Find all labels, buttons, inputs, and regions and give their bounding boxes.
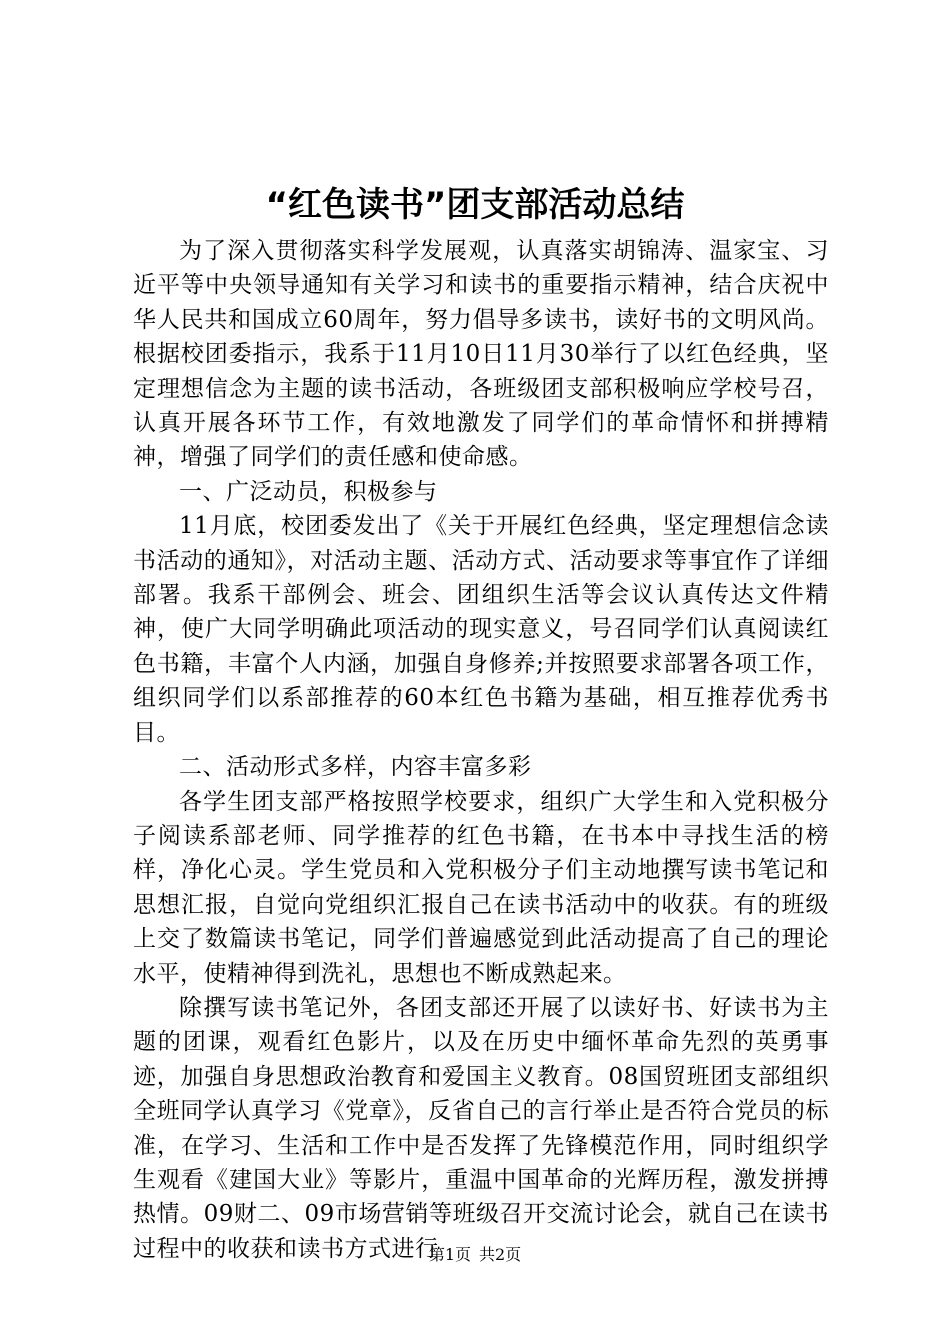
document-title: “红色读书”团支部活动总结 — [265, 185, 685, 225]
page-total: 共2页 — [479, 1245, 522, 1264]
section-heading-2: 二、活动形式多样，内容丰富多彩 — [179, 754, 532, 781]
paragraph-intro: 为了深入贯彻落实科学发展观，认真落实胡锦涛、温家宝、习近平等中央领导通知有关学习和读书的重要指示精神，结合庆祝中华人民共和国成立60周年，努力倡导多读书，读好书的文明风尚。根据校团委指示，我系于11月10日11月30举行了以红色经典，坚定理想信念为主题的读书活动，各班级团支部积极响应学校号召，认真开展各环节工作，有效地激发了同学们的革命情怀和拼搏精神，增强了同学们的责任感和使命感。 — [133, 238, 829, 471]
page-footer — [0, 1244, 950, 1266]
paragraph-other-activities: 除撰写读书笔记外，各团支部还开展了以读好书、好读书为主题的团课，观看红色影片，以及在历史中缅怀革命先烈的英勇事迹，加强自身思想政治教育和爱国主义教育。08国贸班团支部组织全班同学认真学习《党章》，反省自己的言行举止是否符合党员的标准，在学习、生活和工作中是否发挥了先锋模范作用，同时组织学生观看《建国大业》等影片，重温中国革命的光辉历程，激发拼搏热情。09财二、09市场营销等班级召开交流讨论会，就自己在读书过程中的收获和读书方式进行 — [133, 994, 829, 1262]
page-number: 第1页 — [428, 1245, 471, 1264]
section-heading-1: 一、广泛动员，积极参与 — [179, 478, 438, 505]
document-body — [133, 234, 829, 1266]
paragraph-reading-activities: 各学生团支部严格按照学校要求，组织广大学生和入党积极分子阅读系部老师、同学推荐的红色书籍，在书本中寻找生活的榜样，净化心灵。学生党员和入党积极分子们主动地撰写读书笔记和思想汇报，自觉向党组织汇报自己在读书活动中的收获。有的班级上交了数篇读书笔记，同学们普遍感觉到此活动提高了自己的理论水平，使精神得到洗礼，思想也不断成熟起来。 — [133, 788, 829, 987]
paragraph-mobilization: 11月底，校团委发出了《关于开展红色经典，坚定理想信念读书活动的通知》，对活动主题、活动方式、活动要求等事宜作了详细部署。我系干部例会、班会、团组织生活等会议认真传达文件精神，使广大同学明确此项活动的现实意义，号召同学们认真阅读红色书籍，丰富个人内涵，加强自身修养;并按照要求部署各项工作，组织同学们以系部推荐的60本红色书籍为基础，相互推荐优秀书目。 — [133, 513, 829, 746]
